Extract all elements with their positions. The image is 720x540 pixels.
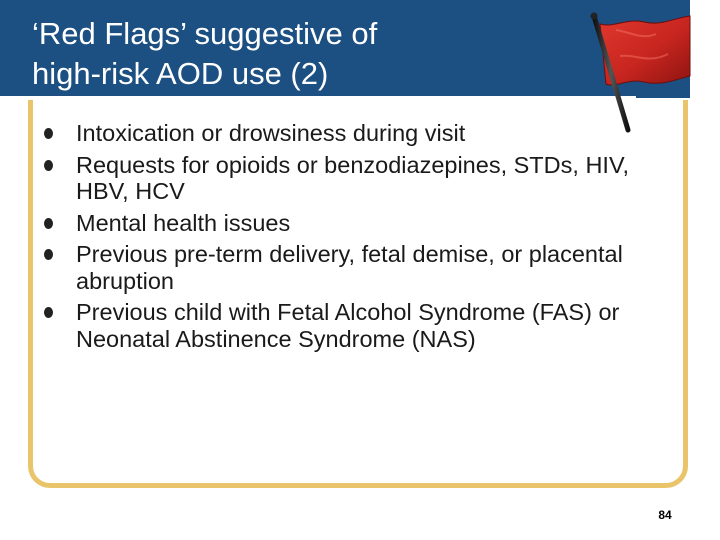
bullet-dot-icon: [44, 128, 53, 139]
title-underline: [0, 96, 636, 99]
bullet-text: Previous child with Fetal Alcohol Syndrome (FAS) or Neonatal Abstinence Syndrome (NAS): [76, 299, 620, 352]
bullet-text: Mental health issues: [76, 209, 291, 236]
bullet-text: Requests for opioids or benzodiazepines, STDs, HIV, HBV, HCV: [76, 151, 629, 204]
slide-title-line-1: ‘Red Flags’ suggestive of: [32, 16, 378, 51]
bullet-dot-icon: [44, 307, 53, 318]
bullet-list: [44, 120, 674, 357]
list-item: [44, 210, 674, 237]
slide-title-line-2: high-risk AOD use (2): [32, 56, 329, 91]
list-item: [44, 120, 674, 147]
red-flag-icon: [586, 10, 696, 135]
page-number: 84: [658, 508, 672, 522]
list-item: [44, 241, 674, 294]
bullet-dot-icon: [44, 249, 53, 260]
bullet-dot-icon: [44, 160, 53, 171]
bullet-text: Intoxication or drowsiness during visit: [76, 120, 466, 146]
list-item: [44, 152, 674, 205]
slide-title: [32, 14, 552, 94]
bullet-dot-icon: [44, 218, 53, 229]
list-item: [44, 299, 674, 352]
bullet-text: Previous pre-term delivery, fetal demise, or placental abruption: [76, 241, 623, 294]
